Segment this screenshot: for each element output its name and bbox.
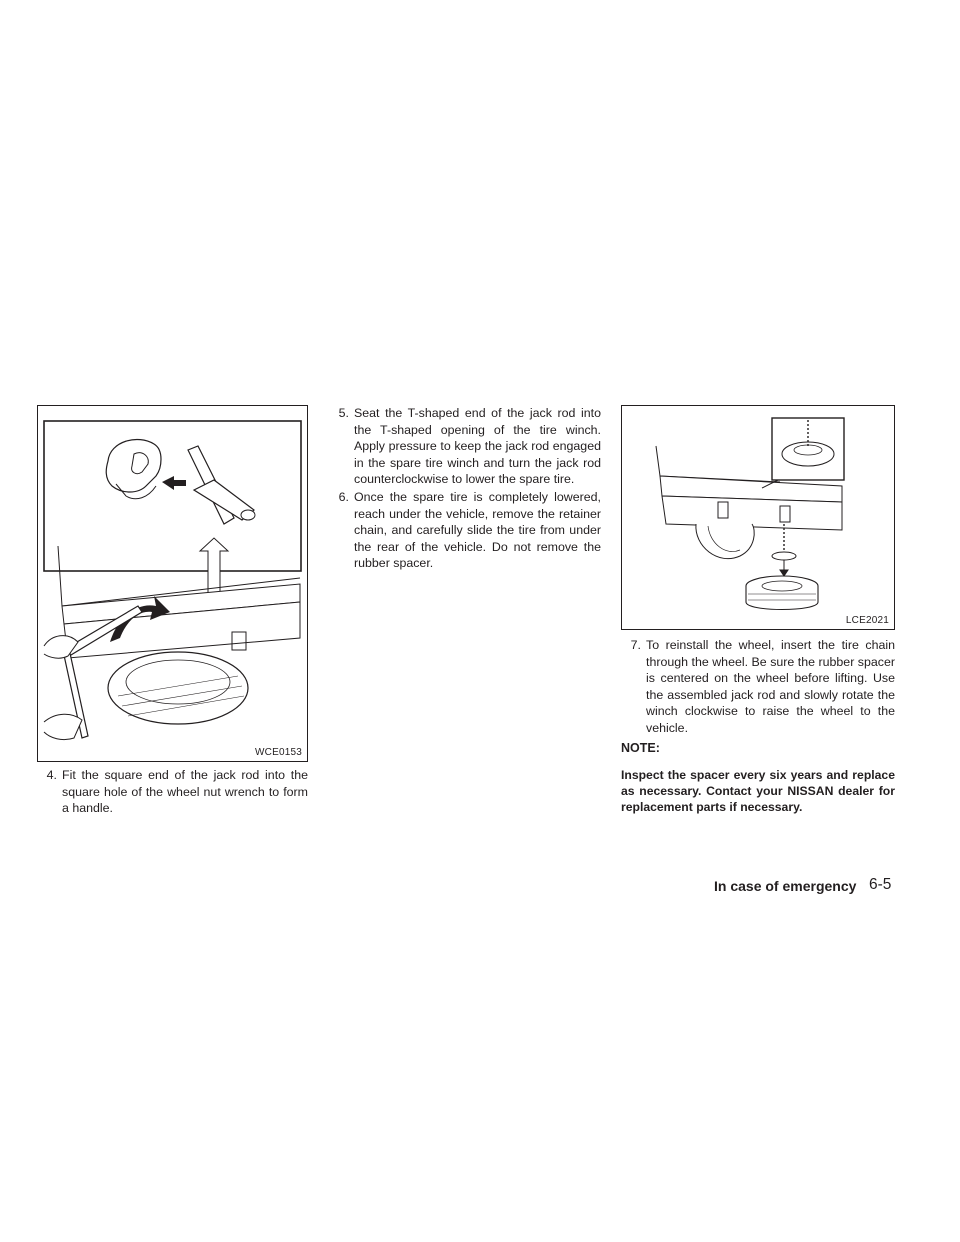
jack-rod-illustration (38, 406, 309, 763)
note-body: Inspect the spacer every six years and replace as necessary. Contact your NISSAN dealer for replacement parts if necessary. (621, 768, 895, 814)
step-text: Seat the T-shaped end of the jack rod into the T-shaped opening of the tire winch. Apply pressure to keep the jack rod engaged in the spare tire winch and turn the jack rod counterclockwise to lower the spare tire. (354, 406, 601, 486)
note-heading: NOTE: (621, 741, 660, 755)
figure-jack-rod-handle (37, 405, 308, 762)
section-title: In case of emergency (714, 878, 857, 894)
step-text: Fit the square end of the jack rod into the square hole of the wheel nut wrench to form a handle. (62, 768, 308, 815)
step-5 (329, 405, 601, 488)
step-number: 6. (338, 490, 349, 504)
step-4 (37, 767, 308, 817)
figure-spare-tire-winch (621, 405, 895, 630)
step-number: 4. (46, 768, 57, 782)
step-7 (621, 637, 895, 736)
step-text: Once the spare tire is completely lowered, reach under the vehicle, remove the retainer chain, and carefully slide the tire from under the rear of the vehicle. Do not remove the rubber spacer. (354, 490, 601, 570)
spare-tire-illustration (622, 406, 896, 631)
figure-code: LCE2021 (845, 615, 889, 626)
step-text: To reinstall the wheel, insert the tire chain through the wheel. Be sure the rubber spacer is centered on the wheel before lifting. Use the assembled jack rod and slowly rotate the winch clockwise to raise the wheel to the vehicle. (646, 638, 895, 735)
step-number: 5. (338, 406, 349, 420)
step-number: 7. (630, 638, 641, 652)
step-6 (329, 489, 601, 572)
page-number: 6-5 (869, 876, 892, 893)
figure-code: WCE0153 (255, 747, 302, 758)
